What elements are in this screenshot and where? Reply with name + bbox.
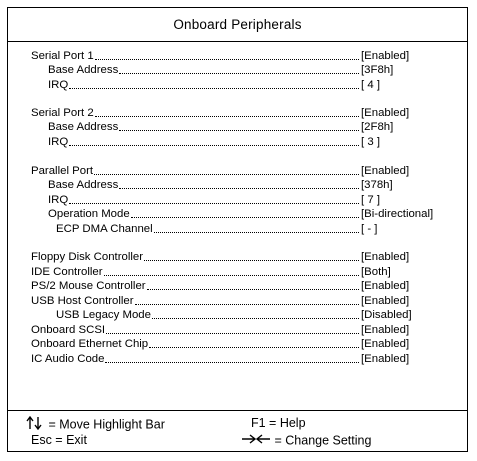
setting-label: Base Address: [48, 121, 119, 133]
dot-leader: [69, 78, 359, 89]
dot-leader: [119, 178, 359, 189]
dot-leader: [131, 207, 359, 218]
setting-row[interactable]: [8, 294, 467, 308]
setting-row[interactable]: [8, 352, 467, 366]
dot-leader: [106, 323, 359, 334]
setting-label: Onboard SCSI: [31, 324, 106, 336]
setting-label: IRQ: [48, 194, 69, 206]
dot-leader: [94, 164, 359, 175]
setting-row[interactable]: [8, 279, 467, 293]
footer-exit-hint: [31, 433, 87, 448]
setting-row[interactable]: [8, 207, 467, 221]
dot-leader: [119, 63, 359, 74]
dot-leader: [95, 49, 359, 60]
setting-value[interactable]: [Enabled]: [361, 280, 410, 292]
setting-row[interactable]: [8, 135, 467, 149]
exit-label: Esc = Exit: [31, 433, 87, 447]
setting-label: Operation Mode: [48, 208, 130, 220]
left-right-arrows-icon: [241, 433, 271, 449]
dot-leader: [95, 106, 359, 117]
setting-row[interactable]: [8, 106, 467, 120]
dot-leader: [144, 250, 359, 261]
setting-value[interactable]: [ 3 ]: [361, 136, 380, 148]
dot-leader: [149, 337, 359, 348]
setting-row[interactable]: [8, 250, 467, 264]
screen-title: Onboard Peripherals: [173, 17, 302, 32]
setting-value[interactable]: [Enabled]: [361, 353, 410, 365]
move-highlight-label: = Move Highlight Bar: [48, 417, 165, 432]
bios-setup-frame: [7, 7, 468, 452]
setting-value[interactable]: [ 4 ]: [361, 79, 380, 91]
setting-row[interactable]: [8, 164, 467, 178]
dot-leader: [147, 279, 359, 290]
setting-label: IDE Controller: [31, 266, 103, 278]
setting-value[interactable]: [2F8h]: [361, 121, 394, 133]
setting-row[interactable]: [8, 178, 467, 192]
setting-label: IRQ: [48, 136, 69, 148]
footer-help-hint: [251, 416, 306, 431]
setting-value[interactable]: [Enabled]: [361, 165, 410, 177]
setting-label: ECP DMA Channel: [56, 223, 153, 235]
setting-value[interactable]: [Enabled]: [361, 50, 410, 62]
setting-label: Base Address: [48, 179, 119, 191]
setting-label: Base Address: [48, 64, 119, 76]
setting-value[interactable]: [Enabled]: [361, 107, 410, 119]
setting-value[interactable]: [Enabled]: [361, 251, 410, 263]
setting-label: IC Audio Code: [31, 353, 105, 365]
setting-row[interactable]: [8, 308, 467, 322]
footer-change-hint: [241, 433, 371, 449]
setting-label: Floppy Disk Controller: [31, 251, 144, 263]
setting-value[interactable]: [Both]: [361, 266, 391, 278]
dot-leader: [69, 193, 359, 204]
dot-leader: [135, 294, 359, 305]
setting-value[interactable]: [Enabled]: [361, 338, 410, 350]
footer-move-hint: [25, 416, 165, 434]
dot-leader: [104, 265, 359, 276]
setting-row[interactable]: [8, 78, 467, 92]
setting-value[interactable]: [Bi-directional]: [361, 208, 434, 220]
setting-label: Onboard Ethernet Chip: [31, 338, 149, 350]
setting-row[interactable]: [8, 265, 467, 279]
setting-value[interactable]: [ 7 ]: [361, 194, 380, 206]
dot-leader: [105, 352, 359, 363]
setting-row[interactable]: [8, 222, 467, 236]
change-setting-label: = Change Setting: [274, 433, 372, 448]
setting-value[interactable]: [Enabled]: [361, 295, 410, 307]
setting-row[interactable]: [8, 337, 467, 351]
setting-label: USB Legacy Mode: [56, 309, 151, 321]
setting-label: PS/2 Mouse Controller: [31, 280, 146, 292]
setting-row[interactable]: [8, 120, 467, 134]
setting-value[interactable]: [378h]: [361, 179, 393, 191]
setting-row[interactable]: [8, 323, 467, 337]
setting-row[interactable]: [8, 49, 467, 63]
setting-label: Serial Port 1: [31, 50, 94, 62]
setting-value[interactable]: [ - ]: [361, 223, 378, 235]
help-label: F1 = Help: [251, 416, 306, 430]
dot-leader: [69, 135, 359, 146]
title-divider: [8, 41, 467, 42]
setting-label: USB Host Controller: [31, 295, 134, 307]
setting-label: IRQ: [48, 79, 69, 91]
setting-row[interactable]: [8, 63, 467, 77]
setting-value[interactable]: [3F8h]: [361, 64, 394, 76]
up-down-arrows-icon: [25, 416, 45, 434]
footer-divider: [8, 410, 467, 411]
dot-leader: [119, 120, 359, 131]
dot-leader: [152, 308, 359, 319]
setting-row[interactable]: [8, 193, 467, 207]
dot-leader: [154, 222, 359, 233]
setting-label: Parallel Port: [31, 165, 94, 177]
setting-value[interactable]: [Disabled]: [361, 309, 412, 321]
setting-value[interactable]: [Enabled]: [361, 324, 410, 336]
setting-label: Serial Port 2: [31, 107, 94, 119]
